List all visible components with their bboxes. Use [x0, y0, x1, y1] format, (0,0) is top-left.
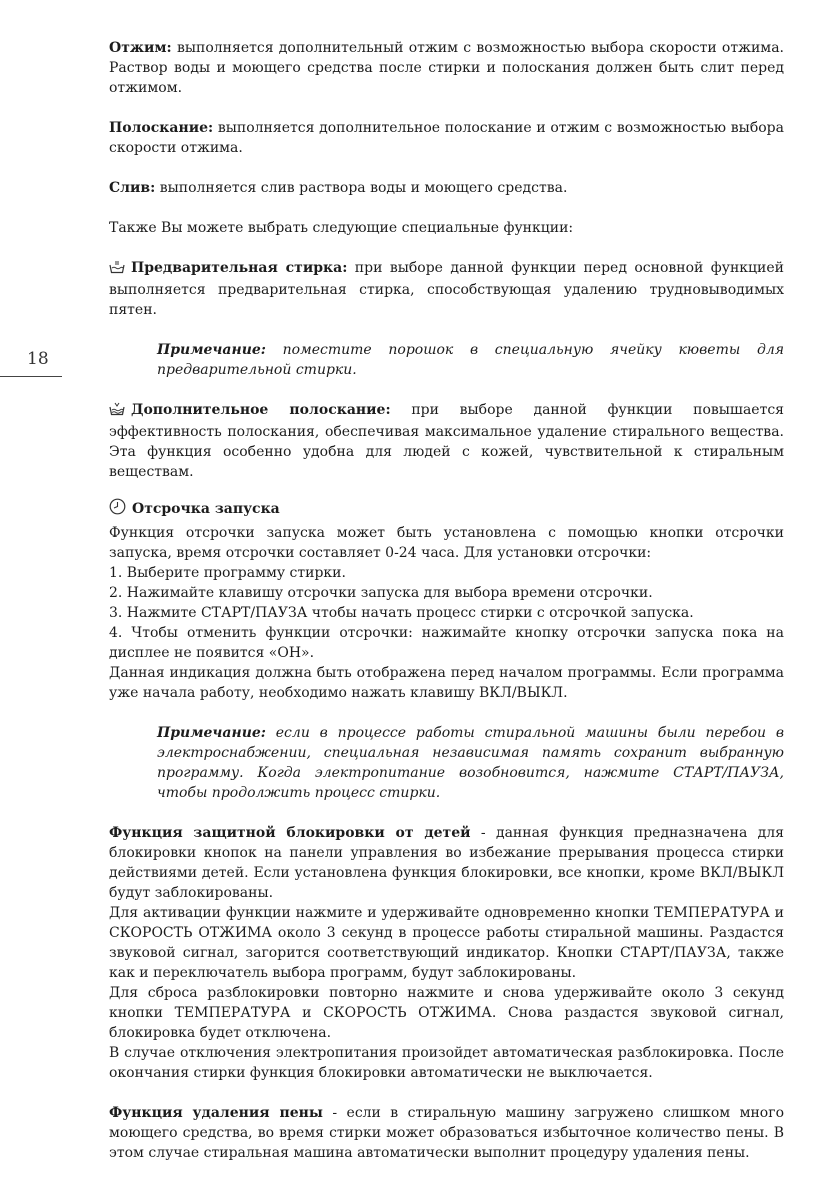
- rinse-title: Полоскание:: [109, 120, 214, 136]
- foam-removal-text: - если в стиральную машину загружено слишком много моющего средства, во время стирки может образоваться избыточное количество пены. В этом случае стиральная машина автоматически выполнит процедуру удаления пены.: [109, 1105, 784, 1161]
- delay-start-title: Отсрочка запуска: [132, 501, 280, 517]
- delay-start-outro: Данная индикация должна быть отображена перед началом программы. Если программа уже начала работу, необходимо нажать клавишу ВКЛ/ВЫКЛ.: [109, 665, 784, 701]
- delay-step: 3. Нажмите СТАРТ/ПАУЗА чтобы начать процесс стирки с отсрочкой запуска.: [109, 605, 694, 621]
- drain-text: выполняется слив раствора воды и моющего средства.: [155, 180, 568, 196]
- rinse-section: [109, 118, 784, 158]
- child-lock-intro: [109, 823, 784, 903]
- delay-step: 1. Выберите программу стирки.: [109, 565, 346, 581]
- extra-rinse-section: [109, 400, 784, 482]
- prewash-note-label: Примечание:: [157, 342, 266, 358]
- child-lock-text: - данная функция предназначена для блокировки кнопок на панели управления во избежание прерывания процесса стирки действиями детей. Если установлена функция блокировки, все кнопки, кроме ВКЛ/ВЫКЛ будут заблокированы.: [109, 825, 784, 901]
- foam-removal-section: [109, 1103, 784, 1163]
- child-lock-activation: Для активации функции нажмите и удерживайте одновременно кнопки ТЕМПЕРАТУРА и СКОРОСТЬ ОТЖИМА около 3 секунд в процессе работы стиральной машины. Раздастся звуковой сигнал, загорится соответствующий индикатор. Кнопки СТАРТ/ПАУЗА, также как и переключатель выбора программ, будут заблокированы.: [109, 905, 784, 981]
- page-number-rule: [0, 376, 62, 377]
- child-lock-power-off: В случае отключения электропитания произойдет автоматическая разблокировка. После окончания стирки функция блокировки автоматически не выключается.: [109, 1045, 784, 1081]
- rinse-text: выполняется дополнительное полоскание и отжим с возможностью выбора скорости отжима.: [109, 120, 784, 156]
- prewash-note: [157, 340, 784, 380]
- drain-section: [109, 178, 784, 198]
- delay-step: 4. Чтобы отменить функции отсрочки: нажимайте кнопку отсрочки запуска пока на дисплее не появится «ОН».: [109, 625, 784, 661]
- page-number: 18: [27, 349, 49, 369]
- special-functions-intro: Также Вы можете выбрать следующие специальные функции:: [109, 220, 574, 236]
- prewash-icon: [109, 260, 125, 280]
- prewash-section: [109, 258, 784, 320]
- prewash-text: при выборе данной функции перед основной функцией выполняется предварительная стирка, способствующая удалению трудновыводимых пятен.: [109, 260, 784, 318]
- drain-title: Слив:: [109, 180, 156, 196]
- delay-step: 2. Нажимайте клавишу отсрочки запуска для выбора времени отсрочки.: [109, 585, 653, 601]
- delay-timer-icon: [109, 498, 126, 521]
- spin-section: [109, 38, 784, 98]
- delay-start-section: [109, 498, 784, 703]
- foam-removal-title: Функция удаления пены: [109, 1105, 323, 1121]
- child-lock-title: Функция защитной блокировки от детей: [109, 825, 471, 841]
- extra-rinse-title: Дополнительное полоскание:: [131, 402, 391, 418]
- delay-note-label: Примечание:: [157, 725, 266, 741]
- spin-text: выполняется дополнительный отжим с возможностью выбора скорости отжима. Раствор воды и моющего средства после стирки и полоскания должен быть слит перед отжимом.: [109, 40, 784, 96]
- prewash-title: Предварительная стирка:: [131, 260, 348, 276]
- child-lock-reset: Для сброса разблокировки повторно нажмите и снова удерживайте около 3 секунд кнопки ТЕМПЕРАТУРА и СКОРОСТЬ ОТЖИМА. Снова раздастся звуковой сигнал, блокировка будет отключена.: [109, 985, 784, 1041]
- delay-note-text: если в процессе работы стиральной машины были перебои в электроснабжении, специальная независимая память сохранит выбранную программу. Когда электропитание возобновится, нажмите СТАРТ/ПАУЗА, чтобы продолжить процесс стирки.: [157, 725, 784, 801]
- prewash-note-text: поместите порошок в специальную ячейку кюветы для предварительной стирки.: [157, 342, 784, 378]
- child-lock-section: [109, 823, 784, 1083]
- extra-rinse-icon: [109, 402, 125, 422]
- delay-start-steps: [109, 563, 784, 663]
- document-body: [109, 38, 784, 1183]
- delay-start-intro: Функция отсрочки запуска может быть установлена с помощью кнопки отсрочки запуска, время отсрочки составляет 0-24 часа. Для установки отсрочки:: [109, 525, 784, 561]
- spin-title: Отжим:: [109, 40, 172, 56]
- extra-rinse-text: при выборе данной функции повышается эффективность полоскания, обеспечивая максимальное удаление стирального вещества. Эта функция особенно удобна для людей с кожей, чувствительной к стиральным веществам.: [109, 402, 784, 480]
- delay-start-heading: [109, 498, 784, 521]
- delay-note: [157, 723, 784, 803]
